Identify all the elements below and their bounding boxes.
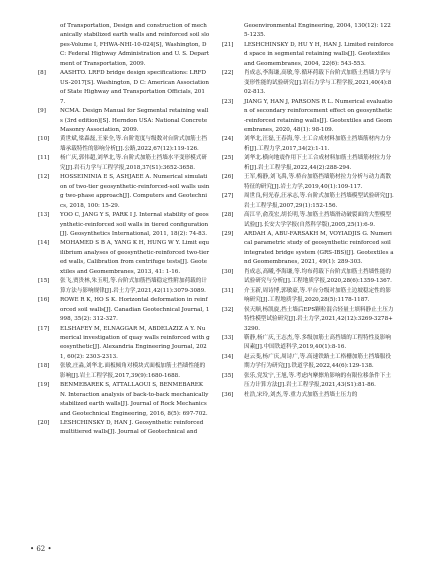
reference-entry: [222, 353, 394, 372]
reference-number: [14]: [38, 240, 50, 247]
reference-entry: [38, 135, 210, 154]
reference-entry: [38, 381, 210, 419]
reference-text: AASHTO. LRFD bridge design specifications: LRFDUS-2017[S]. Washington, D C: American Association of State Highway and Transportation Officials, 2017.: [60, 70, 210, 105]
reference-entry: [38, 325, 210, 363]
reference-text: BENMEBAREK S, ATTALLAOUI S, BENMEBAREK N. Interaction analysis of back-to-back mechanically stabilized earth walls[J]. Journal of Rock Mechanics and Geotechnical Engineering, 2016, 8(5): 697-702.: [60, 382, 209, 417]
reference-text: MOHAMED S B A, YANG K H, HUNG W Y. Limit equilibrium analyses of geosynthetic-reinforced two-tiered walls, Calibration from centrifuge tests[J]. Geotextiles and Geomembranes, 2013, 41: 1-16.: [60, 240, 210, 275]
reference-number: [21]: [222, 41, 234, 48]
page-number: • 62 •: [30, 545, 52, 553]
reference-entry: [38, 69, 210, 107]
reference-number: [11]: [38, 155, 50, 162]
reference-text: 侯天顺,杨凯旋,挡土墙后EPS颗粒混合轻量土填料静止土压力特性模型试验研究[J].岩土力学,2021,42(12):3269-3278+3290.: [244, 306, 394, 332]
reference-entry: [222, 230, 394, 268]
reference-number: [33]: [222, 334, 234, 341]
reference-entry: [222, 173, 394, 192]
reference-text: 高江平,俞茂宏,胡长明,等.加筋土挡墙滑动破裂面的大型模型试验[J].长安大学学报(自然科学版),2005,25(1):6-9.: [244, 212, 391, 228]
reference-text: ELSHAFEY M, ELNAGGAR M, ABDELAZIZ A Y. Numerical investigation of quay walls reinforced with geosynthetic[J]. Alexandria Engineering Journal, 2021, 60(2): 2303-2313.: [60, 325, 210, 360]
reference-text: 赵云斐,杨广庆,周诗广,等.高速铁路土工格栅加筋土挡墙服役期力学行为研究[J].铁道学报,2022,44(6):129-138.: [244, 353, 391, 370]
reference-number: [24]: [222, 136, 234, 143]
reference-text: 周世良,何光春,汪承志,等.台阶式加筋土挡墙模型试验研究[J].岩土工程学报,2007,29(1):152-156.: [244, 193, 394, 209]
reference-text: ROWE R K, HO S K. Horizontal deformation in reinforced soil walls[J]. Canadian Geotechnical Journal, 1998, 35(2): 312-327.: [60, 297, 210, 323]
reference-entry: [38, 277, 210, 296]
reference-entry: [222, 98, 394, 136]
reference-text: 刘华北.横向地震作用下土工合成材料加筋土挡墙筋材拉力分析[J].岩土工程学报,2022,44(2):288-294.: [244, 155, 392, 171]
reference-number: [23]: [222, 98, 234, 105]
reference-text: 黄世斌,梁森磊,王家全,等.台阶宽度与级数对台阶式加筋土挡墙承载特性的影响分析[J].公路,2022,67(12):119-126.: [60, 136, 207, 152]
reference-entry: [38, 22, 210, 69]
reference-text: LESHCHINSKY D, HU Y H, HAN J. Limited reinforced space in segmental retaining walls[J]. Geotextiles and Geomembranes, 2004, 22(6): 543-553.: [244, 41, 394, 67]
reference-text: ARDAH A, ABU-FARSAKH M, VOYIADJIS G. Numerical parametric study of geosynthetic reinforced soil integrated bridge system (GRS-IBS)[J]. Geotextiles and Geomembranes, 2021, 49(1): 289-303.: [244, 230, 394, 266]
reference-number: [31]: [222, 287, 234, 294]
reference-text: 张敏,庄淼,刘华北.面板倾角对模块式面板加筋土挡墙性能的影响[J].岩土工程学报,2017,39(9):1680-1688.: [60, 363, 206, 379]
reference-entry: [222, 306, 394, 334]
reference-text: NCMA. Design Manual for Segmental retaining walls (3rd edition)[S]. Herndon USA: National Concrete Masonry Association, 2009.: [60, 108, 209, 133]
reference-entry: [222, 287, 394, 306]
references-right-column: [222, 22, 394, 400]
reference-text: 张乐,党发宁,王旭,等.考虑内摩擦角影响的有限位移条件下土压力计算方法[J].岩土工程学报,2021,43(S1):81-86.: [244, 372, 391, 389]
reference-text: 杜浩,宋玲,刘杰,等.重力式加筋土挡墙土压力的: [244, 391, 358, 398]
reference-text: LESHCHINSKY D, HAN J. Geosynthetic reinforced multitiered walls[J]. Journal of Geotechnical and: [60, 420, 204, 436]
reference-number: [27]: [222, 193, 234, 200]
reference-number: [19]: [38, 382, 50, 389]
reference-text: 靳静,杨广庆,王志杰,等.多级加筋土高挡墙的工程特性及影响因素[J].中国铁道科学,2019,40(1):8-16.: [244, 334, 391, 351]
reference-text: 王军,梅静,刘飞禹,等.桥台加筋挡墙筋材拉力分析与动力离散特征的研究[J].岩土力学,2019,40(1):109-117.: [244, 174, 391, 190]
reference-text: 刘华北,汪磊,王春海,等.土工合成材料加筋土挡墙筋材内力分析[J].工程力学,2017,34(2):1-11.: [244, 136, 391, 152]
reference-text: YOO C, JANG Y S, PARK I J. Internal stability of geosynthetic-reinforced soil walls in tiered configuration[J]. Geosynthetics International, 2011, 18(2): 74-83.: [60, 212, 209, 237]
reference-entry: [38, 362, 210, 381]
reference-entry: [38, 239, 210, 277]
reference-number: [15]: [38, 278, 50, 285]
reference-number: [35]: [222, 372, 234, 379]
reference-entry: [38, 154, 210, 173]
reference-text: of Transportation, Design and construction of mechanically stabilized earth walls and reinforced soil slopes-Volume I, FHWA-NHI-10-024[S], Washington, D C: Federal Highway Administration and U. S. Department of Transportation, 2009.: [60, 23, 210, 67]
reference-text: JIANG Y, HAN J, PARSONS R L. Numerical evaluation of secondary reinforcement effect on geosynthetic-reinforced retaining walls[J]. Geotextiles and Geomembranes, 2020, 48(1): 98-109.: [244, 98, 393, 133]
reference-text: 张飞,贾贵林,朱玉明,等.台阶式加筋挡墙稳定性附加荷载的计算方法与影响规律[J].岩土力学,2021,42(11):3079-3089.: [60, 278, 207, 294]
references-left-column: [38, 22, 210, 438]
reference-number: [34]: [222, 353, 234, 360]
reference-text: HOSSEININIA E S, ASHJAEE A. Numerical simulation of two-tier geosynthetic-reinforced-soil walls using two-phase approach[J]. Computers and Geotechnics, 2018, 100: 15-29.: [60, 174, 210, 209]
reference-number: [13]: [38, 212, 50, 219]
reference-number: [26]: [222, 174, 234, 181]
reference-number: [16]: [38, 297, 50, 304]
reference-text: Geoenvironmental Engineering, 2004, 130(12): 1225-1235.: [244, 23, 391, 39]
reference-entry: [222, 372, 394, 391]
reference-number: [22]: [222, 70, 234, 77]
reference-entry: [38, 211, 210, 239]
reference-entry: [222, 334, 394, 353]
reference-entry: [222, 22, 394, 41]
reference-number: [32]: [222, 306, 234, 313]
reference-number: [10]: [38, 136, 50, 143]
reference-entry: [38, 296, 210, 324]
reference-number: [12]: [38, 174, 50, 181]
reference-number: [8]: [38, 70, 46, 77]
reference-text: 杨广庆,郭伟超,刘华北,等.台阶式加筋土挡墙水平变形模式研究[J].岩石力学与工程学报,2018,37(S1):3652-3658.: [60, 155, 207, 171]
reference-entry: [222, 391, 394, 400]
reference-number: [9]: [38, 108, 46, 115]
reference-entry: [222, 69, 394, 97]
reference-entry: [222, 192, 394, 211]
reference-entry: [222, 41, 394, 69]
reference-entry: [222, 135, 394, 154]
reference-entry: [38, 173, 210, 211]
reference-entry: [222, 154, 394, 173]
reference-entry: [38, 107, 210, 135]
reference-number: [28]: [222, 212, 234, 219]
reference-text: 介玉新,周诗博,郭敏豪,等.平台分级对加筋土边坡稳定性的影响研究[J].工程地质学报,2020,28(5):1178-1187.: [244, 287, 391, 304]
reference-text: 肖成志,李海谦,高敏,等.循环荷载下台阶式加筋土挡墙力学与变形性能的试验研究[J].岩石力学与工程学报,2021,40(4):802-813.: [244, 70, 392, 96]
reference-number: [29]: [222, 230, 234, 237]
reference-number: [30]: [222, 268, 234, 275]
reference-number: [20]: [38, 420, 50, 427]
reference-number: [25]: [222, 155, 234, 162]
reference-number: [36]: [222, 391, 234, 398]
reference-number: [18]: [38, 363, 50, 370]
reference-number: [17]: [38, 325, 50, 332]
reference-text: 肖成志,高曦,李海谦,等.均布荷载下台阶式加筋土挡墙性能的试验研究与分析[J].工程地质学报,2020,28(6):1359-1367.: [244, 268, 392, 285]
reference-entry: [38, 419, 210, 438]
reference-entry: [222, 268, 394, 287]
reference-entry: [222, 211, 394, 230]
